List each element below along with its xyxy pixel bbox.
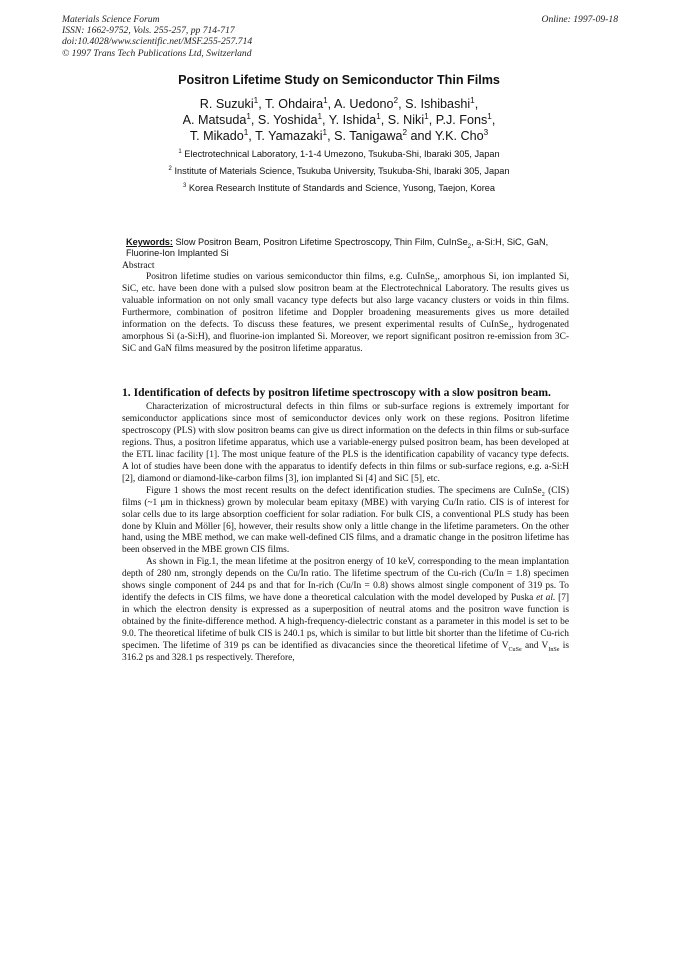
author-affil-mark: 1 <box>253 95 259 105</box>
paragraph: Figure 1 shows the most recent results on the defect identification studies. The specimens are CuInSe$_2$ (CIS) films (~1 μm in thickness) grown by molecular beam epitaxy (MBE) with varying Cu/In ratio. CIS is of interest for solar cells due to its large absorption coefficient for solar radiation. For bulk CIS, a conventional PLS study has been done by Kluin and Möller [6], however, their results show only a little change in the lifetime parameters. On the other hand, using the MBE method, we can make well-defined CIS films, and a dramatic change in the positron lifetime has been observed in the MBE grown CIS films. <box>122 485 569 556</box>
author-affil-mark: 1 <box>317 112 323 122</box>
paper-title: Positron Lifetime Study on Semiconductor Thin Films <box>178 73 500 87</box>
doi-line: doi:10.4028/www.scientific.net/MSF.255-257.714 <box>62 36 253 48</box>
author-name: R. Suzuki <box>199 97 254 111</box>
paragraph: Characterization of microstructural defects in thin films or sub-surface regions is extremely important for semiconductor applications since most of semiconductor devices only work on these regions. Positron lifetime spectroscopy (PLS) with slow positron beams can give us direct information on the defects in thin films or sub-surface regions. Thus, a positron lifetime apparatus, which use a variable-energy pulsed positron beam, has been developed at the ETL linac facility [1]. The most unique feature of the PLS is the identification capability of vacancy type defects. A lot of studies have been done with the apparatus to identify defects in thin films or sub-surface regions, e.g. a-Si:H [2], diamond or diamond-like-carbon films [3], ion implanted Si [4] and SiC [5], etc. <box>122 402 569 484</box>
author-name: A. Matsuda <box>182 113 247 128</box>
author-affil-mark: 1 <box>323 95 328 105</box>
paragraph: As shown in Fig.1, the mean lifetime at the positron energy of 10 keV, corresponding to the mean implantation depth of 280 nm, strongly depends on the Cu/In ratio. The lifetime spectrum of the Cu-rich (Cu/In = 1.8) specimen shows single component of 244 ps and that for In-rich (Cu/In = 0.8) shows almost single component of 319 ps. To identify the defects in CIS films, we have done a theoretical calculation with the model developed by Puska et al. [7] in which the electron density is expressed as a superposition of neutral atoms and the positron wave function is obtained by the finite-difference method. A high-frequency-dielectric constant as a parameter in this model is set to be 9.0. The theoretical lifetime of bulk CIS is 240.1 ps, which is similar to but little bit shorter than the lifetime of Cu-rich specimen. The lifetime of 319 ps can be identified as divacancies since the theoretical lifetime of $V_{CuSe}$ and $V_{InSe}$ is 316.2 ps and 328.1 ps respectively. Therefore, <box>122 557 570 664</box>
author-affil-mark: 1 <box>470 95 475 105</box>
journal-name: Materials Science Forum <box>62 14 160 25</box>
author-name: S. Ishibashi <box>405 97 471 111</box>
author-name: T. Mikado <box>189 129 244 144</box>
author-affil-mark: 1 <box>424 112 429 122</box>
online-date: Online: 1997-09-18 <box>541 14 618 25</box>
affil-text: Institute of Materials Science, Tsukuba University, Tsukuba-Shi, Ibaraki 305, Japan <box>174 166 510 176</box>
author-name: Y. Ishida <box>328 113 377 128</box>
section-body <box>122 402 569 665</box>
keywords-label: Keywords: <box>126 237 173 247</box>
affil-text: Electrotechnical Laboratory, 1-1-4 Umezono, Tsukuba-Shi, Ibaraki 305, Japan <box>184 149 500 159</box>
author-affil-mark: 1 <box>243 128 249 138</box>
author-affil-mark: 1 <box>246 112 251 122</box>
author-name: Y.K. Cho <box>434 129 484 144</box>
author-name: S. Tanigawa <box>334 129 403 144</box>
abstract-body: Positron lifetime studies on various semiconductor thin films, e.g. CuInSe$_2$, amorphous Si, ion implanted Si, SiC, etc. have been done with a pulsed slow positron beam at the Electrotechnical Laboratory. The results gives us valuable information on not only small vacancy type defects but also large vacancy clusters or voids in thin films. Furthermore, combination of positron lifetime and Doppler broadening measurements gives us more detailed information on the defects. To discuss these features, we present experimental results of CuInSe$_2$, hydrogenated amorphous Si (a-Si:H), and fluorine-ion implanted Si. Moreover, we report significant positron re-emission from 3C-SiC and GaN films measured by the positron lifetime apparatus. <box>122 272 569 354</box>
affiliation-2 <box>0 166 678 176</box>
affiliation-1 <box>0 149 678 159</box>
author-affil-mark: 2 <box>402 128 408 138</box>
keywords: Keywords: Slow Positron Beam, Positron Lifetime Spectroscopy, Thin Film, CuInSe$_2$, a-Si:H, SiC, GaN, Fluorine-Ion Implanted Si <box>126 237 549 258</box>
author-name: S. Niki <box>387 113 425 128</box>
affil-text: Korea Research Institute of Standards and Science, Yusong, Taejon, Korea <box>188 183 495 193</box>
affil-number: 2 <box>168 165 172 172</box>
author-line-3: T. Mikado$^1$, T. Yamazaki$^1$, S. Tanigawa$^2$ and Y.K. Cho$^3$ <box>189 128 489 144</box>
journal-header <box>62 14 618 59</box>
author-list <box>0 96 678 145</box>
author-affil-mark: 1 <box>322 128 328 138</box>
section-heading: 1. Identification of defects by positron lifetime spectroscopy with a slow positron beam. <box>122 386 551 399</box>
author-affil-mark: 2 <box>393 95 399 105</box>
author-affil-mark: 3 <box>483 128 489 138</box>
author-name: A. Uedono <box>333 97 394 111</box>
affiliation-3 <box>0 183 678 193</box>
author-affil-mark: 1 <box>487 112 492 122</box>
author-name: T. Ohdaira <box>265 97 324 111</box>
author-line-1: R. Suzuki$^1$, T. Ohdaira$^1$, A. Uedono$^2$, S. Ishibashi$^1$, <box>199 95 479 111</box>
affil-number: 1 <box>178 148 182 155</box>
issn-line: ISSN: 1662-9752, Vols. 255-257, pp 714-717 <box>62 25 235 37</box>
author-name: P.J. Fons <box>435 113 488 128</box>
author-name: T. Yamazaki <box>255 129 323 144</box>
author-name: S. Yoshida <box>257 113 318 128</box>
copyright-line: © 1997 Trans Tech Publications Ltd, Switzerland <box>62 47 252 59</box>
author-affil-mark: 1 <box>376 112 381 122</box>
author-line-2: A. Matsuda$^1$, S. Yoshida$^1$, Y. Ishida$^1$, S. Niki$^1$, P.J. Fons$^1$, <box>182 112 496 128</box>
abstract-heading: Abstract <box>122 260 155 271</box>
affil-number: 3 <box>182 182 187 189</box>
